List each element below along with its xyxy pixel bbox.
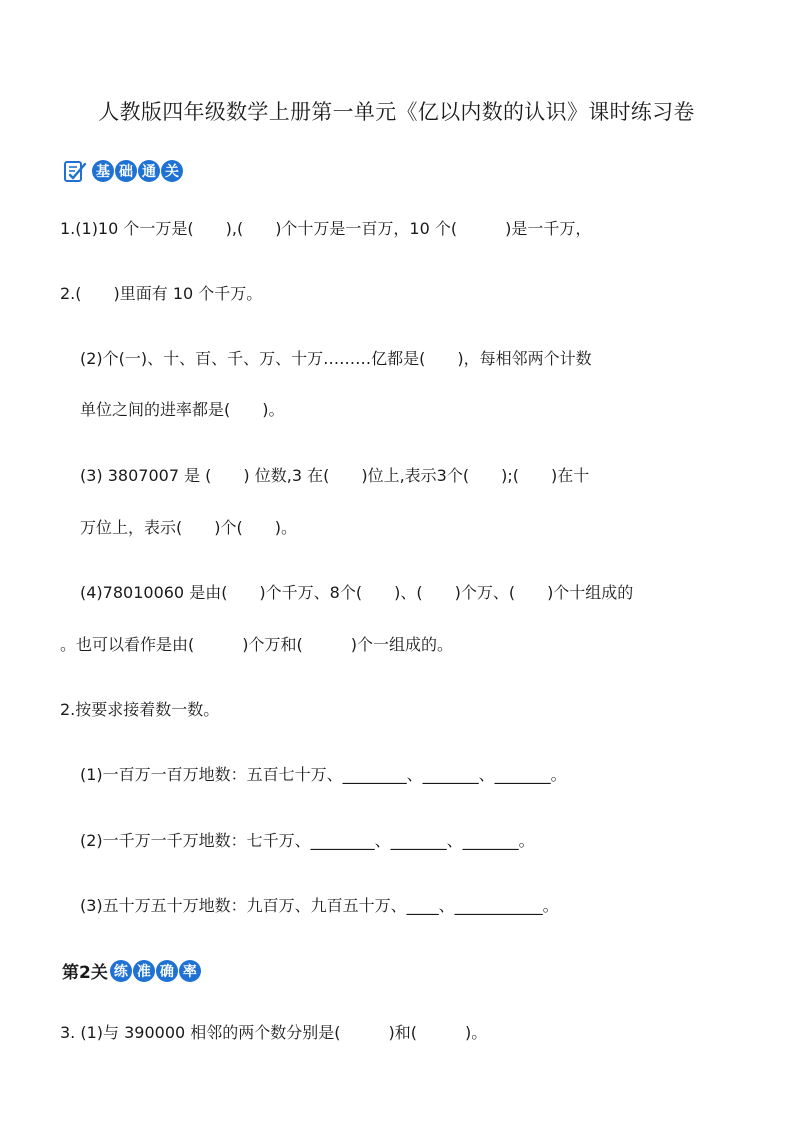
question-line: 2.( )里面有 10 个千万。 <box>60 284 263 303</box>
question-line: 。也可以看作是由( )个万和( )个一组成的。 <box>60 635 453 654</box>
badge-char: 练 <box>110 960 132 982</box>
badge-char: 率 <box>179 960 201 982</box>
question-line: 单位之间的进率都是( )。 <box>80 400 285 419</box>
question-line: 1.(1)10 个一万是( ),( )个十万是一百万，10 个( )是一千万， <box>60 219 592 238</box>
badge-char: 确 <box>156 960 178 982</box>
question-line: (3)五十万五十万地数：九百万、九百五十万、____、___________。 <box>80 896 559 915</box>
question-line: 2.按要求接着数一数。 <box>60 700 220 719</box>
badge-char: 础 <box>115 160 137 182</box>
question-line: 万位上，表示( )个( )。 <box>80 518 297 537</box>
question-line: (2)个(一)、十、百、千、万、十万………亿都是( )，每相邻两个计数 <box>80 349 592 368</box>
section-badge-accuracy <box>62 958 202 983</box>
badge-char: 关 <box>161 160 183 182</box>
level-label: 第2关 <box>62 963 108 983</box>
question-line: 3. (1)与 390000 相邻的两个数分别是( )和( )。 <box>60 1023 488 1042</box>
badge-char: 基 <box>92 160 114 182</box>
question-line: (2)一千万一千万地数：七千万、________、_______、_______。 <box>80 831 535 850</box>
book-check-icon <box>62 158 88 184</box>
page-title: 人教版四年级数学上册第一单元《亿以内数的认识》课时练习卷 <box>98 100 695 124</box>
badge-char: 准 <box>133 960 155 982</box>
question-line: (3) 3807007 是 ( ) 位数,3 在( )位上,表示3个( );( )在十 <box>80 466 590 485</box>
question-line: (1)一百万一百万地数：五百七十万、________、_______、_______。 <box>80 765 567 784</box>
question-line: (4)78010060 是由( )个千万、8个( )、( )个万、( )个十组成的 <box>80 583 634 602</box>
section-badge-basic <box>62 158 184 184</box>
badge-char: 通 <box>138 160 160 182</box>
